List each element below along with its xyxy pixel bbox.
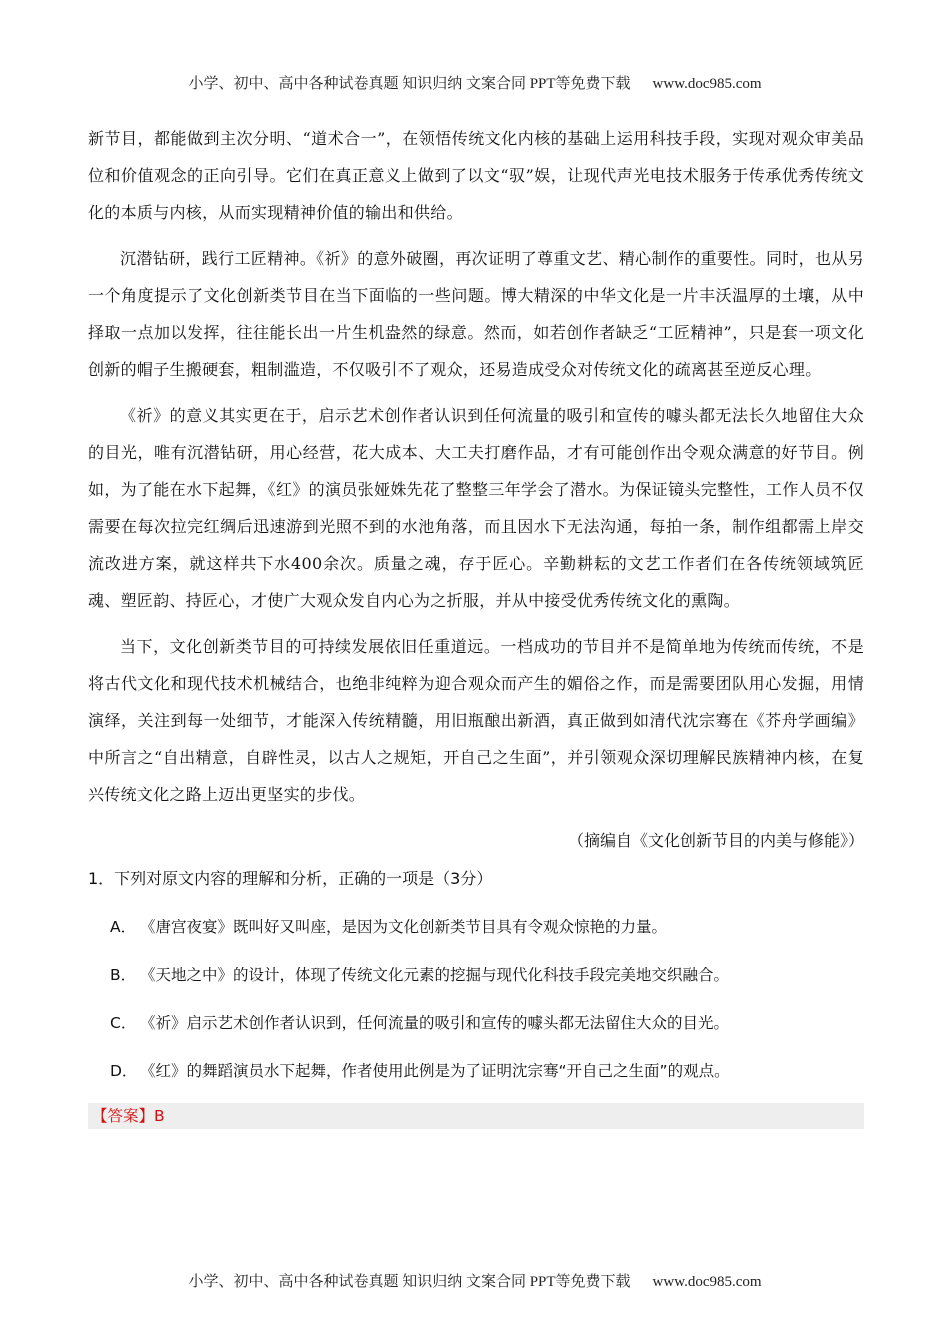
page-header [0, 72, 950, 93]
article-paragraph-3: 《祈》的意义其实更在于，启示艺术创作者认识到任何流量的吸引和宣传的噱头都无法长久地留住大众的目光，唯有沉潜钻研，用心经营，花大成本、大工夫打磨作品，才有可能创作出令观众满意的好节目。例如，为了能在水下起舞，《红》的演员张娅姝先花了整整三年学会了潜水。为保证镜头完整性，工作人员不仅需要在每次拉完红绸后迅速游到光照不到的水池角落，而且因水下无法沟通，每拍一条，制作组都需上岸交流改进方案，就这样共下水400余次。质量之魂，存于匠心。辛勤耕耘的文艺工作者们在各传统领域筑匠魂、塑匠韵、持匠心，才使广大观众发自内心为之折服，并从中接受优秀传统文化的熏陶。 [88, 406, 864, 610]
article-source: （摘编自《文化创新节目的内美与修能》） [567, 831, 864, 850]
option-c [110, 1011, 864, 1035]
question-stem: 1．下列对原文内容的理解和分析，正确的一项是（3分） [88, 869, 493, 888]
option-d [110, 1059, 864, 1083]
article-paragraph-1: 新节目，都能做到主次分明、“道术合一”，在领悟传统文化内核的基础上运用科技手段，实现对观众审美品位和价值观念的正向引导。它们在真正意义上做到了以文“驭”娱，让现代声光电技术服务于传承优秀传统文化的本质与内核，从而实现精神价值的输出和供给。 [88, 129, 864, 222]
article-paragraph-4: 当下，文化创新类节目的可持续发展依旧任重道远。一档成功的节目并不是简单地为传统而传统，不是将古代文化和现代技术机械结合，也绝非纯粹为迎合观众而产生的媚俗之作，而是需要团队用心发掘，用情演绎，关注到每一处细节，才能深入传统精髓，用旧瓶酿出新酒，真正做到如清代沈宗骞在《芥舟学画编》中所言之“自出精意，自辟性灵，以古人之规矩，开自己之生面”，并引领观众深切理解民族精神内核，在复兴传统文化之路上迈出更坚实的步伐。 [88, 637, 864, 804]
article-paragraph-2: 沉潜钻研，践行工匠精神。《祈》的意外破圈，再次证明了尊重文艺、精心制作的重要性。同时，也从另一个角度提示了文化创新类节目在当下面临的一些问题。博大精深的中华文化是一片丰沃温厚的土壤，从中择取一点加以发挥，往往能长出一片生机盎然的绿意。然而，如若创作者缺乏“工匠精神”，只是套一项文化创新的帽子生搬硬套，粗制滥造，不仅吸引不了观众，还易造成受众对传统文化的疏离甚至逆反心理。 [88, 249, 864, 379]
answer-bar [88, 1103, 864, 1129]
footer-text: 小学、初中、高中各种试卷真题 知识归纳 文案合同 PPT等免费下载 [188, 1274, 631, 1290]
option-d-letter: D． [110, 1062, 138, 1080]
page-footer [0, 1270, 950, 1291]
option-b-letter: B． [110, 966, 137, 984]
option-d-text: 《红》的舞蹈演员水下起舞，作者使用此例是为了证明沈宗骞“开自己之生面”的观点。 [140, 1062, 730, 1080]
option-b-text: 《天地之中》的设计，体现了传统文化元素的挖掘与现代化科技手段完美地交织融合。 [140, 966, 730, 984]
option-b [110, 963, 864, 987]
option-c-letter: C． [110, 1014, 137, 1032]
answer-label: 【答案】 [92, 1107, 155, 1125]
option-a-text: 《唐宫夜宴》既叫好又叫座，是因为文化创新类节目具有令观众惊艳的力量。 [140, 918, 668, 936]
header-text: 小学、初中、高中各种试卷真题 知识归纳 文案合同 PPT等免费下载 [188, 76, 631, 92]
option-c-text: 《祈》启示艺术创作者认识到，任何流量的吸引和宣传的噱头都无法留住大众的目光。 [140, 1014, 730, 1032]
header-url[interactable]: www.doc985.com [652, 76, 762, 92]
option-a-letter: A． [110, 918, 137, 936]
main-content [88, 120, 864, 1129]
answer-value: B [154, 1107, 165, 1125]
footer-url[interactable]: www.doc985.com [652, 1274, 762, 1290]
option-a [110, 915, 864, 939]
